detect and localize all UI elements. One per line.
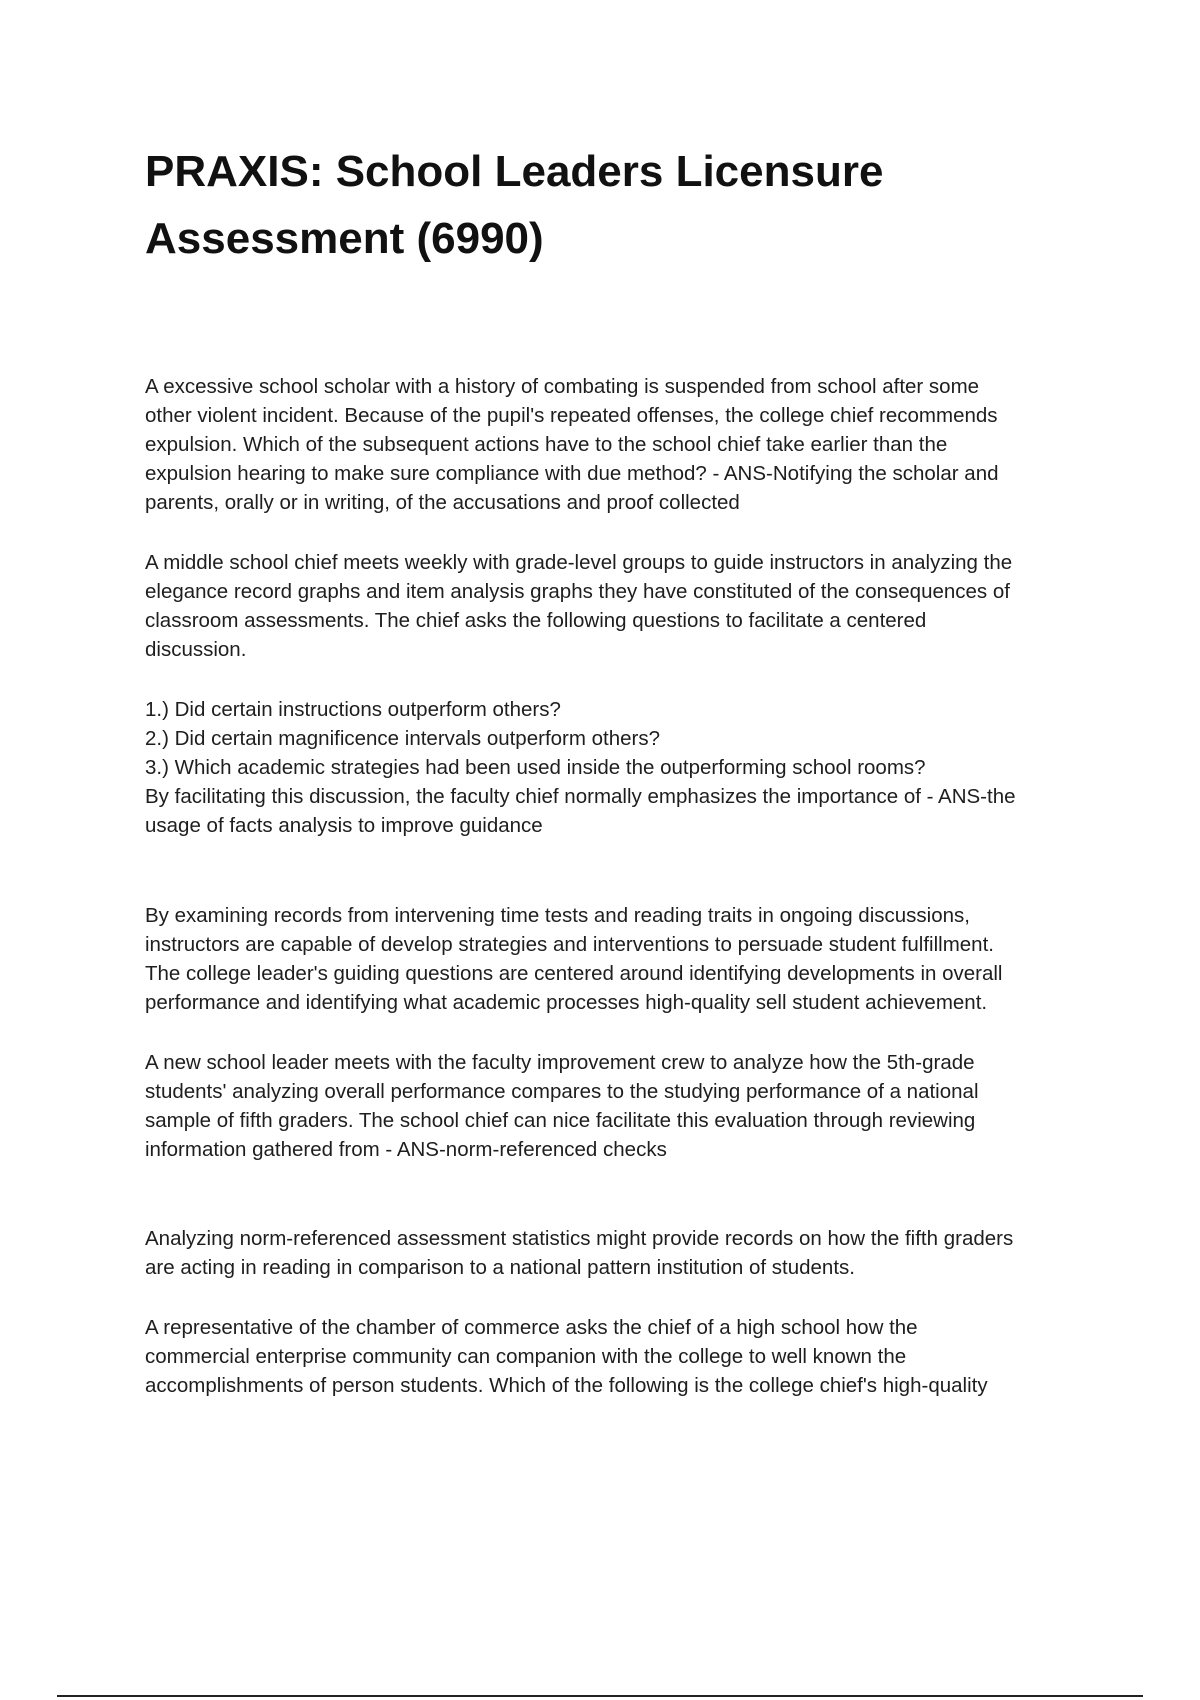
- list-item: 3.) Which academic strategies had been used inside the outperforming school rooms?: [145, 756, 926, 779]
- text-line: sample of fifth graders. The school chief can nice facilitate this evaluation through reviewing: [145, 1109, 976, 1132]
- paragraph-question-list: [145, 695, 1105, 840]
- text-line: discussion.: [145, 638, 247, 661]
- text-line: instructors are capable of develop strategies and interventions to persuade student fulfillment.: [145, 933, 994, 956]
- text-line: are acting in reading in comparison to a national pattern institution of students.: [145, 1256, 855, 1279]
- text-line: information gathered from - ANS-norm-referenced checks: [145, 1138, 667, 1161]
- page-bottom-divider: [57, 1695, 1143, 1697]
- title-line: PRAXIS: School Leaders Licensure: [145, 147, 884, 196]
- text-line: elegance record graphs and item analysis graphs they have constituted of the consequences of: [145, 580, 1010, 603]
- text-line: The college leader's guiding questions are centered around identifying developments in overall: [145, 962, 1003, 985]
- text-line: classroom assessments. The chief asks the following questions to facilitate a centered: [145, 609, 927, 632]
- list-item: 1.) Did certain instructions outperform others?: [145, 698, 561, 721]
- paragraph-fifth-grade-question: [145, 1048, 1105, 1164]
- text-line: usage of facts analysis to improve guidance: [145, 814, 543, 837]
- text-line: expulsion. Which of the subsequent actions have to the school chief take earlier than the: [145, 433, 948, 456]
- text-line: A middle school chief meets weekly with grade-level groups to guide instructors in analyzing the: [145, 551, 1013, 574]
- title-line: Assessment (6990): [145, 214, 544, 263]
- text-line: performance and identifying what academic processes high-quality sell student achievement.: [145, 991, 988, 1014]
- text-line: A new school leader meets with the faculty improvement crew to analyze how the 5th-grade: [145, 1051, 975, 1074]
- text-line: Analyzing norm-referenced assessment statistics might provide records on how the fifth graders: [145, 1227, 1014, 1250]
- paragraph-expulsion-question: [145, 372, 1105, 517]
- text-line: commercial enterprise community can companion with the college to well known the: [145, 1345, 907, 1368]
- text-line: By facilitating this discussion, the faculty chief normally emphasizes the importance of - ANS-the: [145, 785, 1016, 808]
- paragraph-grade-level-meeting: [145, 548, 1105, 664]
- paragraph-norm-referenced-explanation: [145, 1224, 1105, 1282]
- text-line: accomplishments of person students. Which of the following is the college chief's high-quality: [145, 1374, 988, 1397]
- text-line: students' analyzing overall performance compares to the studying performance of a national: [145, 1080, 979, 1103]
- text-line: A representative of the chamber of commerce asks the chief of a high school how the: [145, 1316, 918, 1339]
- text-line: A excessive school scholar with a history of combating is suspended from school after some: [145, 375, 980, 398]
- text-line: expulsion hearing to make sure compliance with due method? - ANS-Notifying the scholar and: [145, 462, 999, 485]
- paragraph-chamber-of-commerce-question: [145, 1313, 1105, 1400]
- paragraph-records-explanation: [145, 901, 1105, 1017]
- document-title: [145, 138, 1105, 272]
- list-item: 2.) Did certain magnificence intervals outperform others?: [145, 727, 661, 750]
- text-line: parents, orally or in writing, of the accusations and proof collected: [145, 491, 740, 514]
- text-line: other violent incident. Because of the pupil's repeated offenses, the college chief recommends: [145, 404, 998, 427]
- text-line: By examining records from intervening time tests and reading traits in ongoing discussions,: [145, 904, 970, 927]
